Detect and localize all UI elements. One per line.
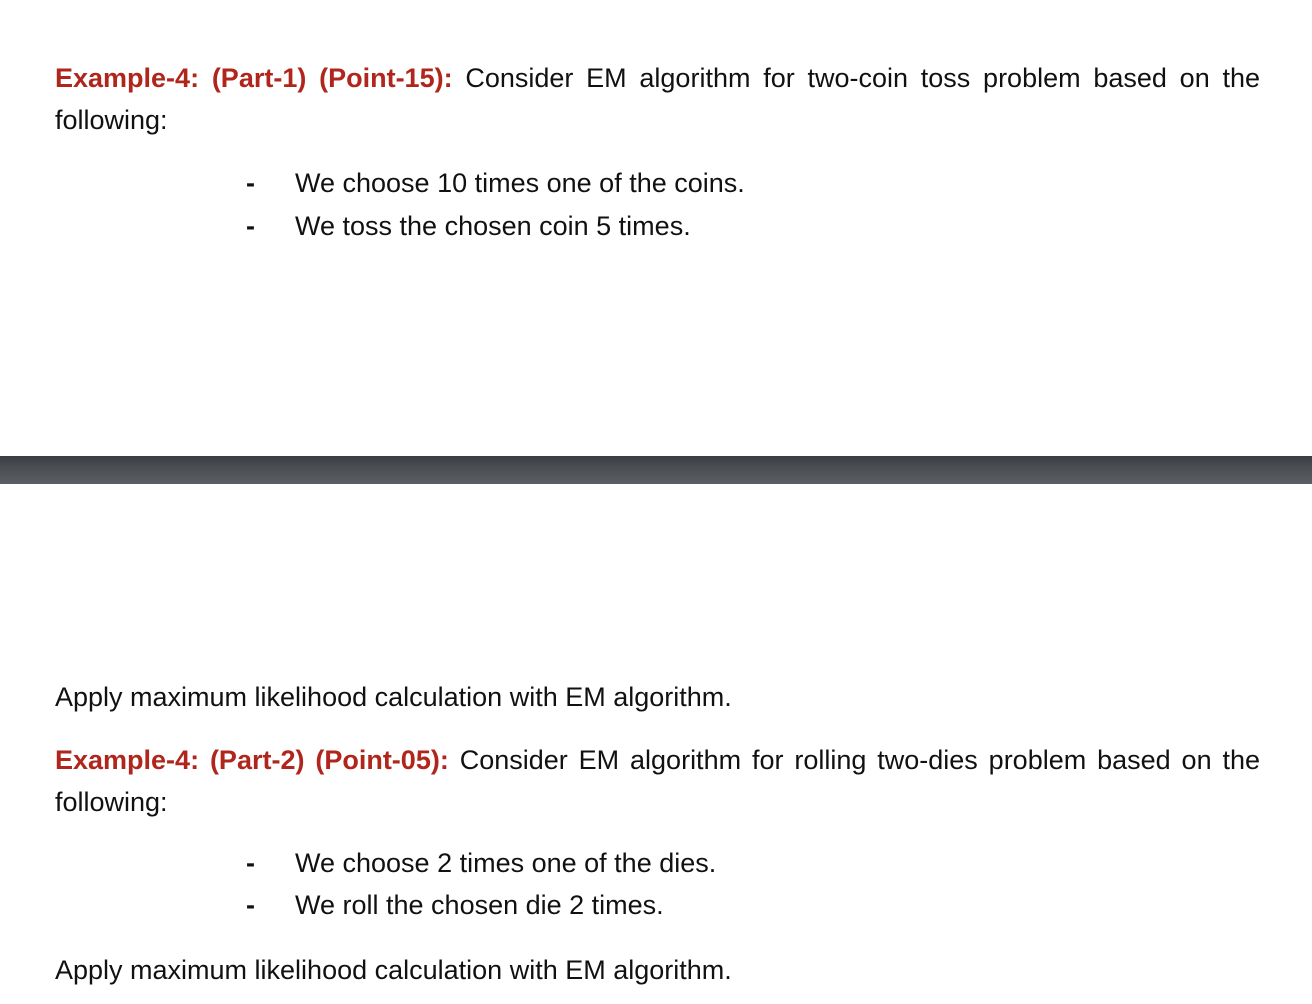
- bullet-text: We toss the chosen coin 5 times.: [295, 211, 691, 241]
- part2-intro: Consider EM algorithm for rolling two-dies problem based on the following:: [55, 745, 1261, 817]
- bullet-text: We choose 10 times one of the coins.: [295, 168, 745, 198]
- bullet-text: We choose 2 times one of the dies.: [295, 848, 717, 878]
- bullet-dash: -: [246, 211, 255, 241]
- bullet-dash: -: [246, 848, 255, 878]
- part2-label: Example-4: (Part-2) (Point-05):: [55, 745, 449, 775]
- page-1: [0, 0, 1312, 456]
- part2-paragraph: [55, 739, 1260, 823]
- part1-intro: Consider EM algorithm for two-coin toss problem based on the following:: [55, 63, 1260, 135]
- bullet-text: We roll the chosen die 2 times.: [295, 890, 664, 920]
- bullet-dash: -: [246, 168, 255, 198]
- page-2: [0, 484, 1312, 1004]
- part1-conclusion: Apply maximum likelihood calculation with EM algorithm.: [55, 682, 732, 712]
- part1-label: Example-4: (Part-1) (Point-15):: [55, 63, 453, 93]
- page-break-bar: [0, 456, 1312, 484]
- bullet-dash: -: [246, 890, 255, 920]
- part2-conclusion: Apply maximum likelihood calculation with EM algorithm.: [55, 955, 732, 985]
- part1-paragraph: [55, 57, 1260, 141]
